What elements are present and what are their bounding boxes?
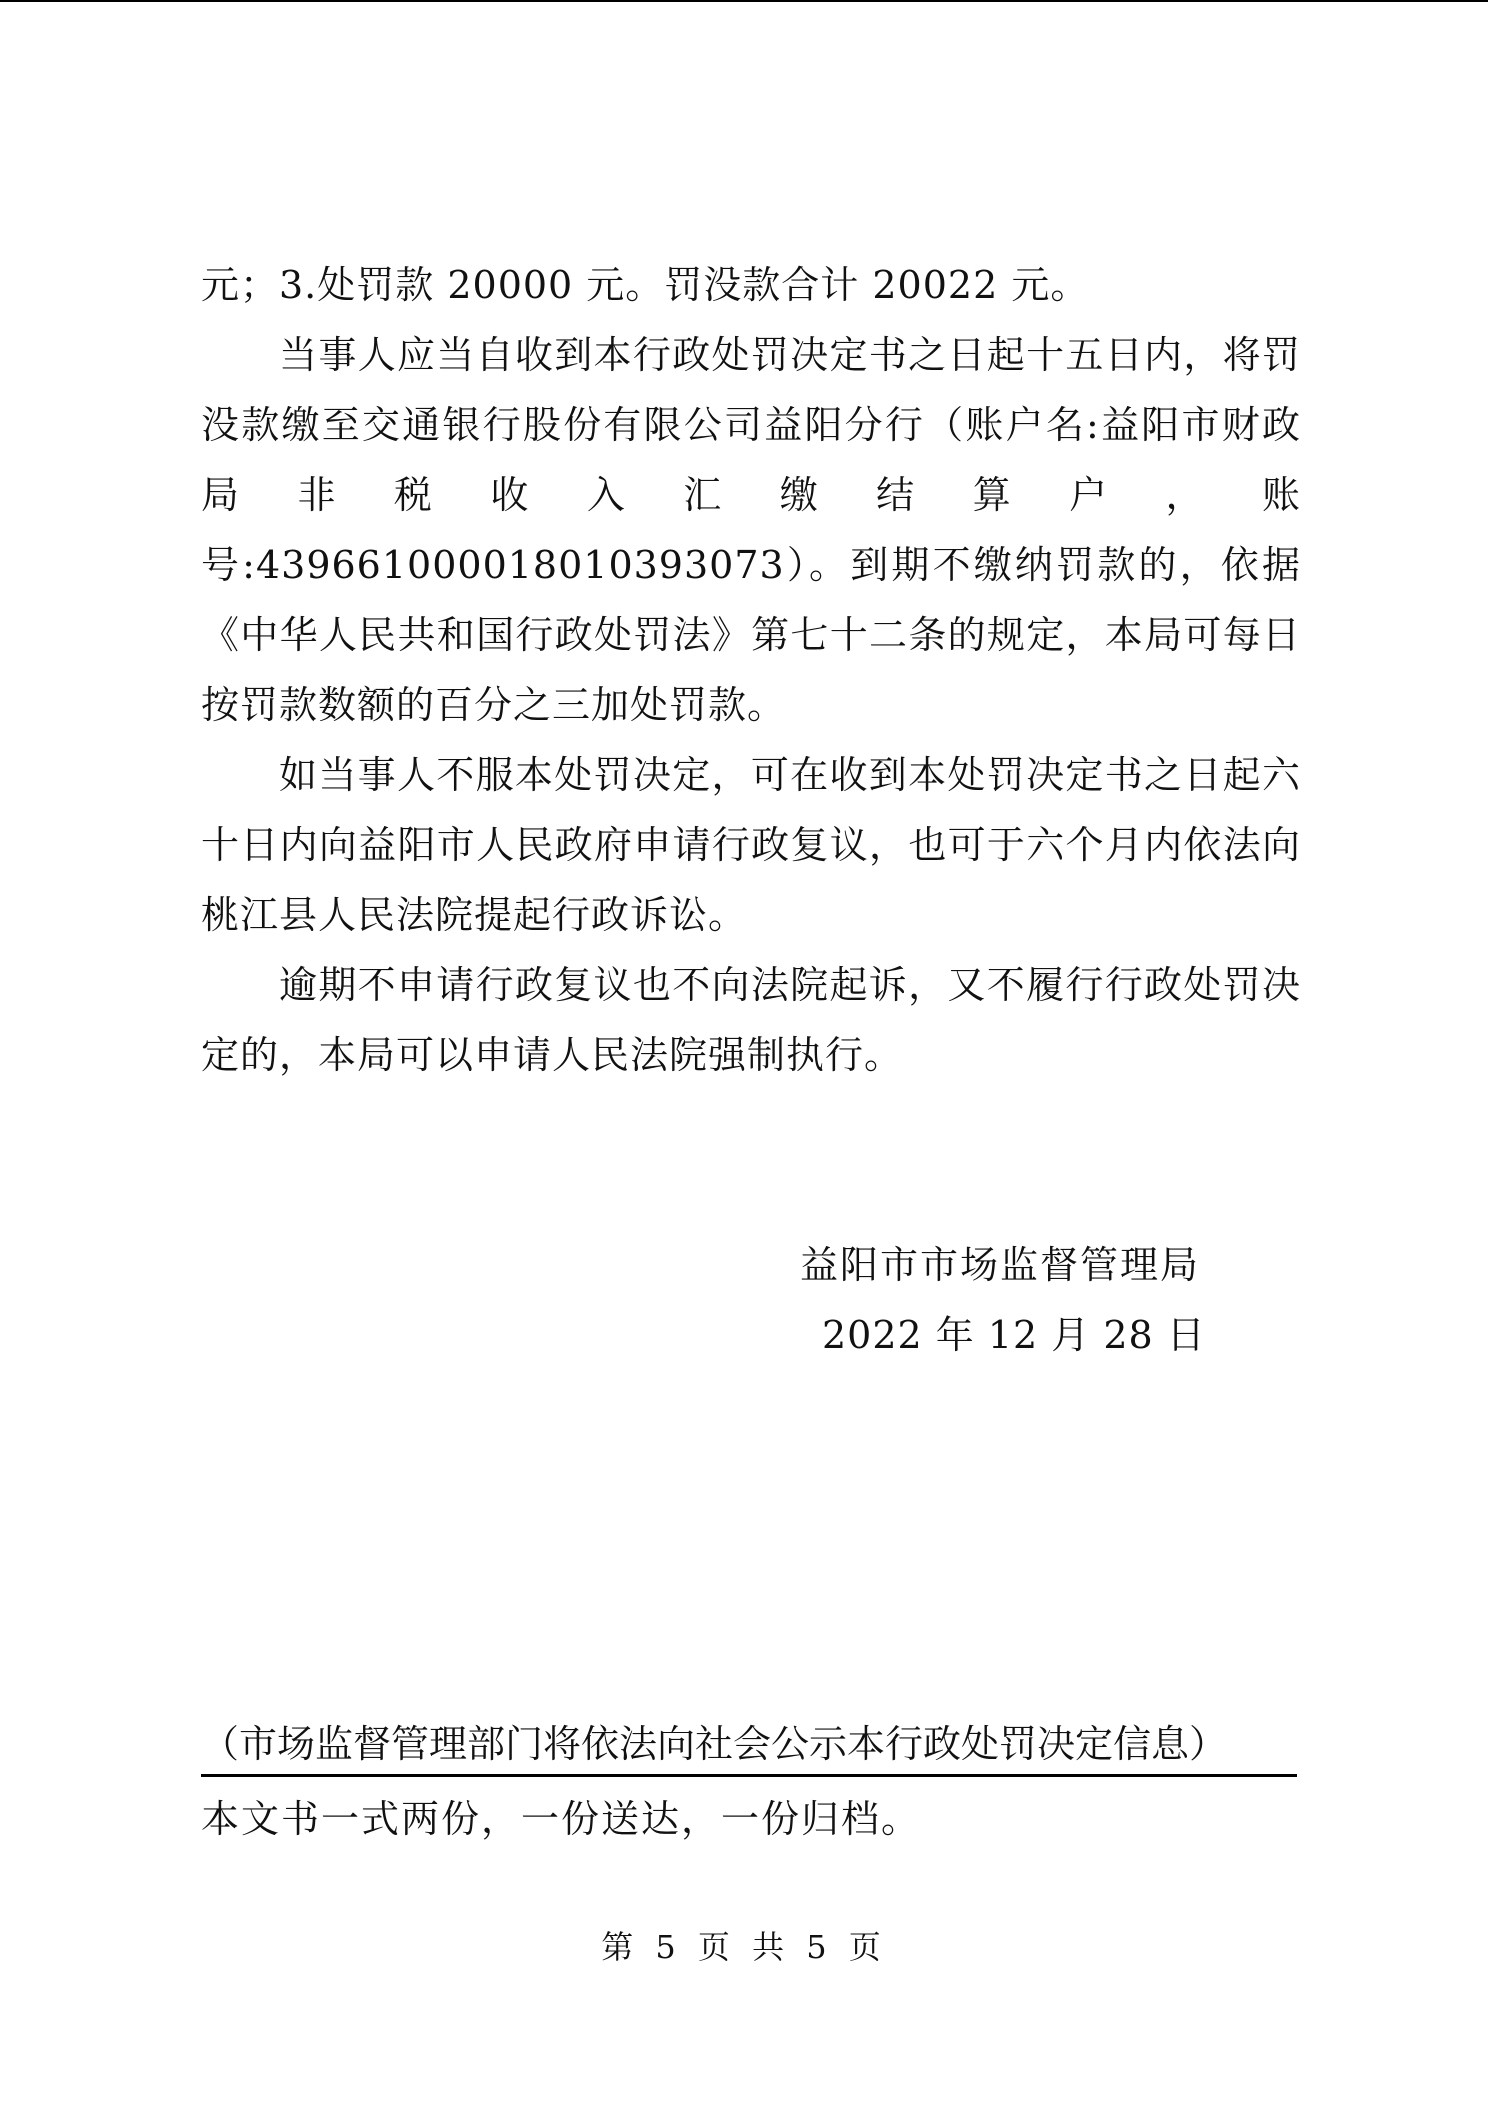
signature-date: 2022 年 12 月 28 日 <box>822 1313 1206 1357</box>
paragraph-payment: 当事人应当自收到本行政处罚决定书之日起十五日内，将罚没款缴至交通银行股份有限公司益阳分行（账户名:益阳市财政局非税收入汇缴结算户，账号:439661000018010393073）。到期不缴纳罚款的，依据《中华人民共和国行政处罚法》第七十二条的规定，本局可每日按罚款数额的百分之三加处罚款。 <box>201 333 1301 727</box>
publicity-notice: （市场监督管理部门将依法向社会公示本行政处罚决定信息） <box>201 1716 1297 1777</box>
signature-organization: 益阳市市场监督管理局 <box>800 1243 1201 1287</box>
page-number: 第 5 页 共 5 页 <box>601 1928 887 1966</box>
paragraph-appeal: 如当事人不服本处罚决定，可在收到本处罚决定书之日起六十日内向益阳市人民政府申请行政复议，也可于六个月内依法向桃江县人民法院提起行政诉讼。 <box>201 753 1301 937</box>
paragraph-enforcement: 逾期不申请行政复议也不向法院起诉，又不履行行政处罚决定的，本局可以申请人民法院强制执行。 <box>201 963 1301 1077</box>
copies-note: 本文书一式两份，一份送达，一份归档。 <box>201 1797 922 1841</box>
document-body <box>201 250 1301 1090</box>
paragraph-penalty-total: 元；3.处罚款 20000 元。罚没款合计 20022 元。 <box>201 263 1090 307</box>
